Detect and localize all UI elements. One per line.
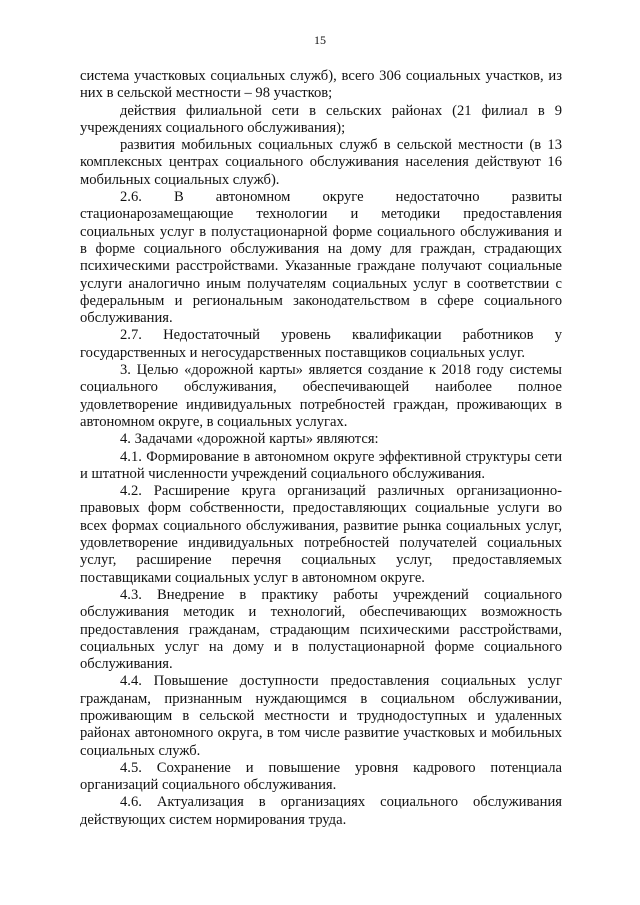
paragraph-10: 4.3. Внедрение в практику работы учреждений социального обслуживания методик и технологий, обеспечивающих возможность предоставления гражданам, страдающим психическими расстройствами, социальных услуг на дому и в полустационарной форме социального обслуживания. — [80, 586, 562, 673]
paragraph-3: развития мобильных социальных служб в сельской местности (в 13 комплексных центрах социального обслуживания населения действуют 16 мобильных социальных служб). — [80, 137, 562, 188]
paragraph-2: действия филиальной сети в сельских районах (21 филиал в 9 учреждениях социального обслуживания); — [80, 102, 562, 136]
paragraph-7: 4. Задачами «дорожной карты» являются: — [120, 431, 379, 448]
paragraph-13: 4.6. Актуализация в организациях социального обслуживания действующих систем нормирования труда. — [80, 794, 562, 828]
paragraph-4: 2.6. В автономном округе недостаточно развиты стационарозамещающие технологии и методики предоставления социальных услуг в полустационарной форме социального обслуживания и в форме социального обслуживания на дому для граждан, страдающих психическими расстройствами. Указанные граждане получают социальные услуги аналогично иным получателям социальных услуг в соответствии с федеральным и региональным законодательством в сфере социального обслуживания. — [80, 189, 562, 327]
paragraph-6: 3. Целью «дорожной карты» является создание к 2018 году системы социального обслуживания, обеспечивающей наиболее полное удовлетворение индивидуальных потребностей граждан, проживающих в автономном округе, в социальных услугах. — [80, 362, 562, 430]
paragraph-5: 2.7. Недостаточный уровень квалификации работников у государственных и негосударственных поставщиков социальных услуг. — [80, 327, 562, 361]
paragraph-8: 4.1. Формирование в автономном округе эффективной структуры сети и штатной численности учреждений социального обслуживания. — [80, 448, 562, 482]
paragraph-12: 4.5. Сохранение и повышение уровня кадрового потенциала организаций социального обслуживания. — [80, 759, 562, 794]
page-number: 15 — [314, 33, 326, 47]
document-body — [80, 68, 562, 829]
paragraph-11: 4.4. Повышение доступности предоставления социальных услуг гражданам, признанным нуждающимся в социальном обслуживании, проживающим в сельской местности и труднодоступных и удаленных районах автономного округа, в том числе развитие участковых и мобильных социальных служб. — [80, 673, 562, 759]
paragraph-9: 4.2. Расширение круга организаций различных организационно-правовых форм собственности, предоставляющих социальные услуги во всех формах социального обслуживания, развитие рынка социальных услуг, удовлетворение индивидуальных потребностей получателей социальных услуг, расширение перечня социальных услуг, предоставляемых поставщиками социальных услуг в автономном округе. — [80, 483, 562, 586]
paragraph-1: система участковых социальных служб), всего 306 социальных участков, из них в сельской местности – 98 участков; — [80, 68, 562, 102]
